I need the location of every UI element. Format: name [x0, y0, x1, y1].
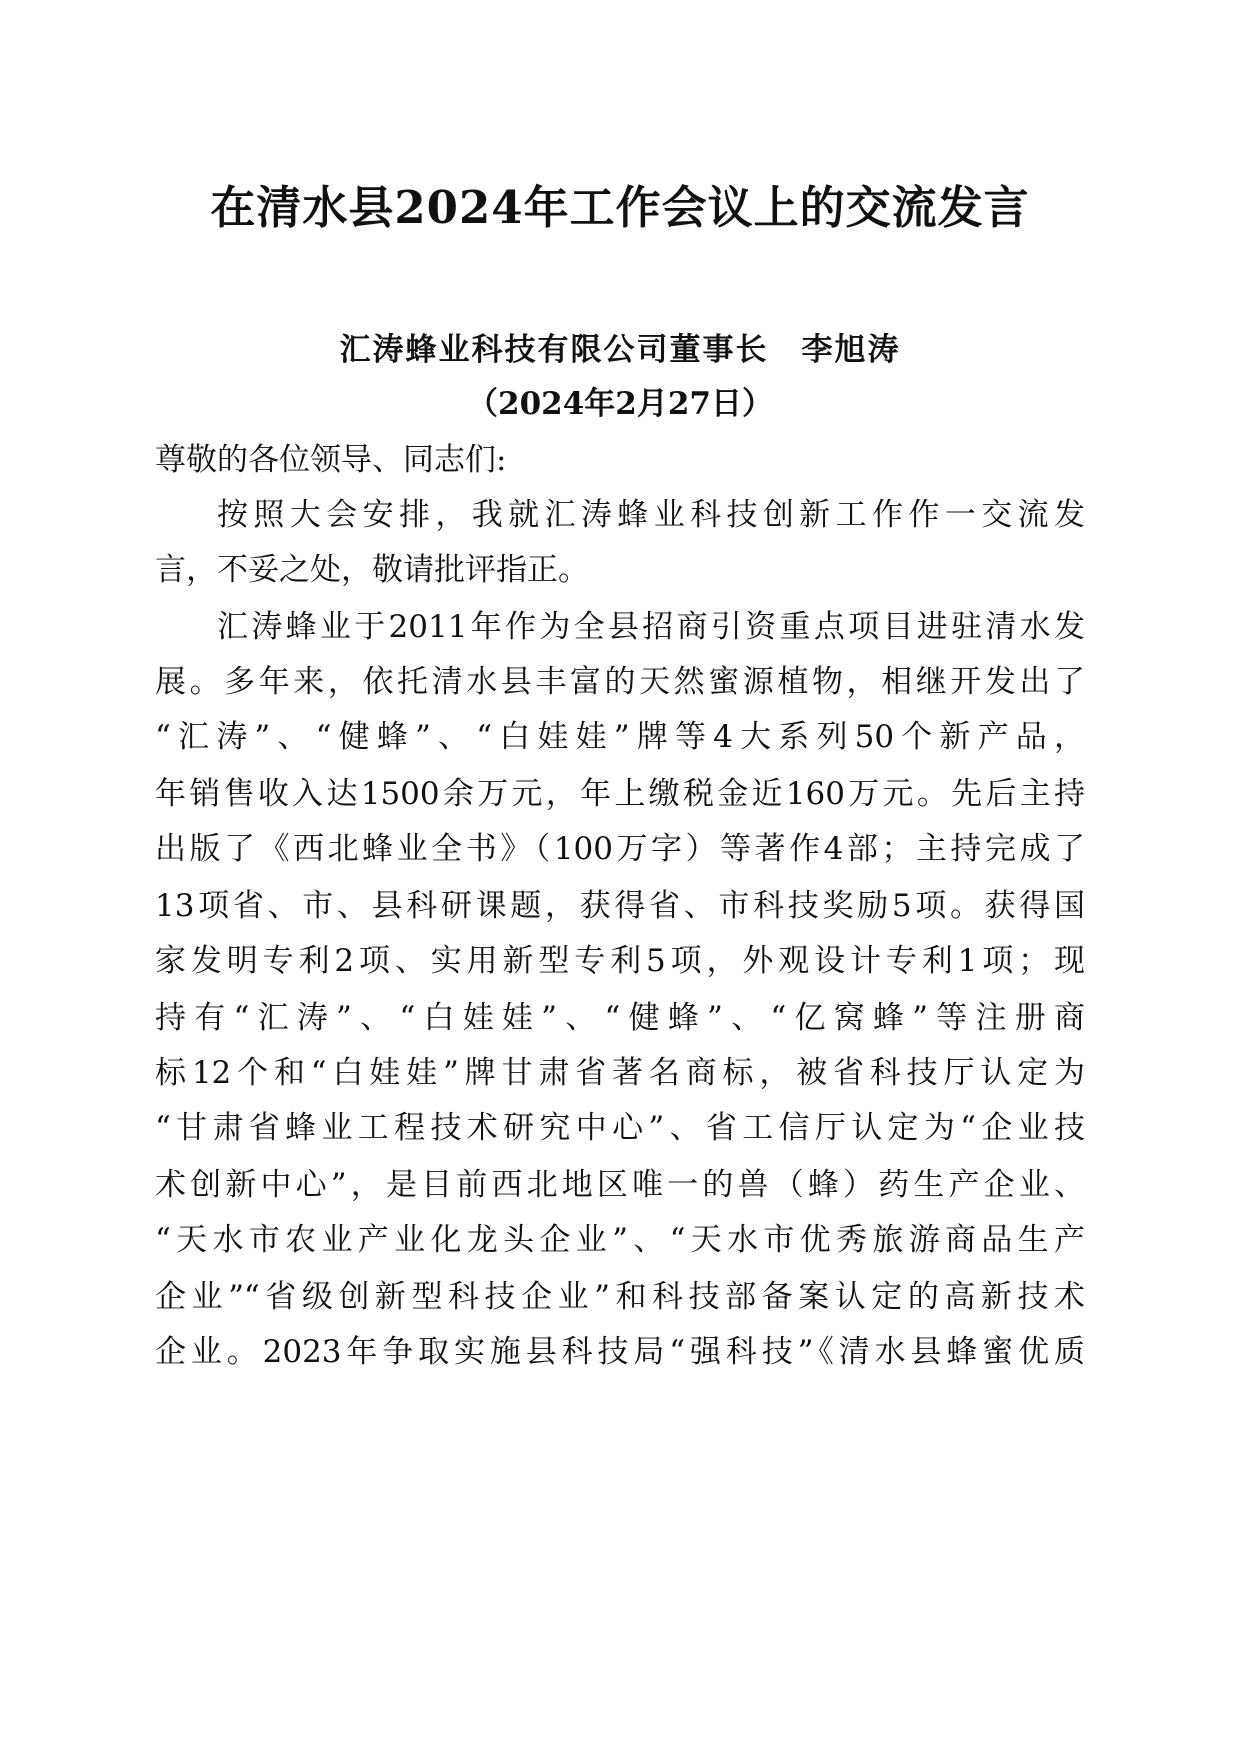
body-line: 家发明专利2项、实用新型专利5项，外观设计专利1项；现 — [155, 943, 1085, 979]
body-line: 术创新中心”，是目前西北地区唯一的兽（蜂）药生产企业、 — [155, 1167, 1085, 1203]
body-line: 企业”“省级创新型科技企业”和科技部备案认定的高新技术 — [155, 1279, 1085, 1315]
body-line: 持有“汇涛”、“白娃娃”、“健蜂”、“亿窝蜂”等注册商 — [155, 1000, 1085, 1036]
body-line: “甘肃省蜂业工程技术研究中心”、省工信厅认定为“企业技 — [155, 1110, 1085, 1146]
body-line: 出版了《西北蜂业全书》（100万字）等著作4部；主持完成了 — [155, 831, 1085, 867]
body-line: “汇涛”、“健蜂”、“白娃娃”牌等4大系列50个新产品， — [155, 719, 1085, 755]
body-line: 按照大会安排，我就汇涛蜂业科技创新工作作一交流发 — [217, 497, 1085, 533]
body-line: 年销售收入达1500余万元，年上缴税金近160万元。先后主持 — [155, 776, 1085, 812]
body-line: 企业。2023年争取实施县科技局“强科技”《清水县蜂蜜优质 — [155, 1334, 1085, 1370]
body-line: 标12个和“白娃娃”牌甘肃省著名商标，被省科技厅认定为 — [155, 1055, 1085, 1091]
body-line: 汇涛蜂业于2011年作为全县招商引资重点项目进驻清水发 — [217, 609, 1085, 645]
date-line: （2024年2月27日） — [467, 386, 773, 422]
body-line: “天水市农业产业化龙头企业”、“天水市优秀旅游商品生产 — [155, 1222, 1085, 1258]
body-line: 展。多年来，依托清水县丰富的天然蜜源植物，相继开发出了 — [155, 664, 1085, 700]
body-line: 言，不妥之处，敬请批评指正。 — [155, 552, 589, 588]
body-line: 13项省、市、县科研课题，获得省、市科技奖励5项。获得国 — [155, 888, 1085, 924]
salutation: 尊敬的各位领导、同志们: — [155, 442, 507, 478]
page-title: 在清水县2024年工作会议上的交流发言 — [210, 181, 1030, 234]
author-line: 汇涛蜂业科技有限公司董事长 李旭涛 — [339, 332, 901, 368]
